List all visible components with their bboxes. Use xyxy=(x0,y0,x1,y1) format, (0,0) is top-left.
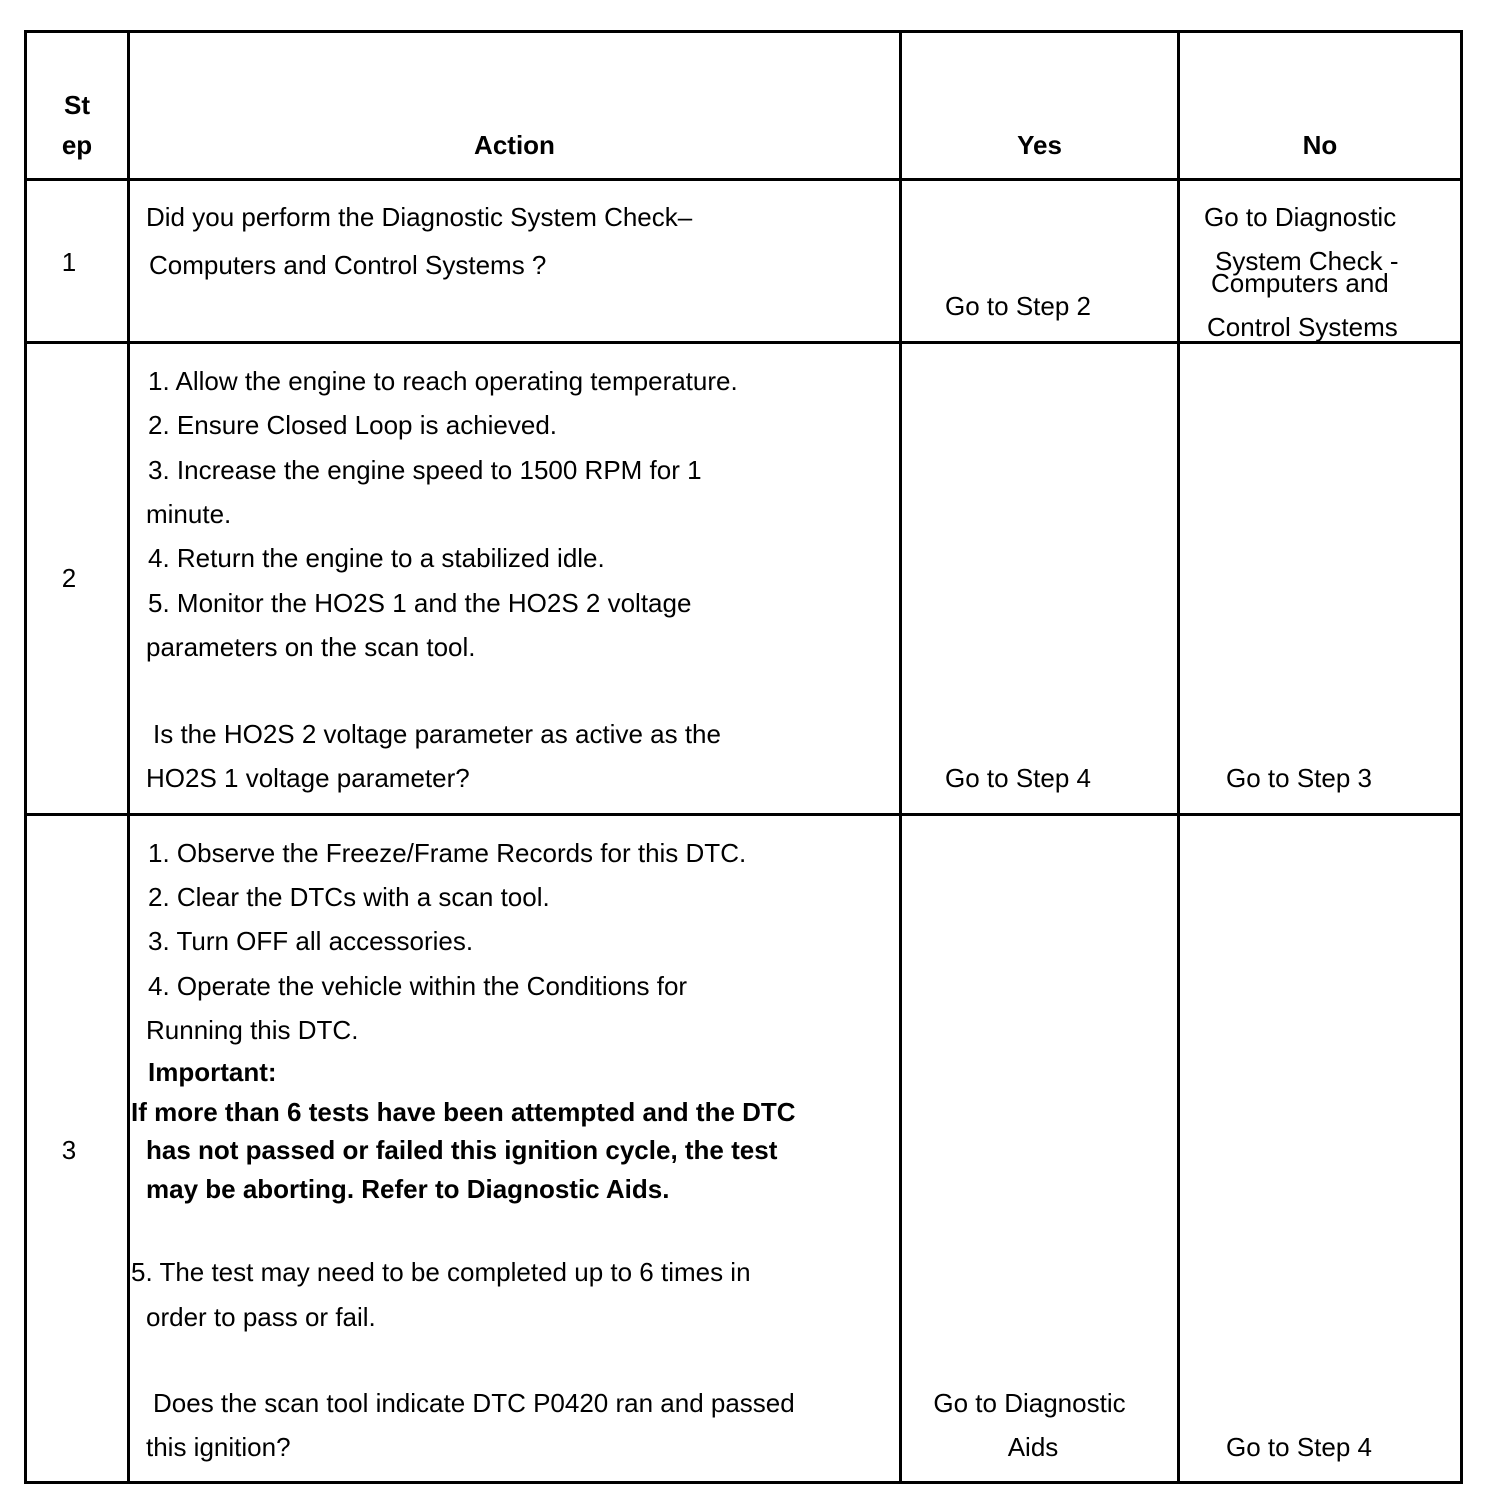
important-note-line: If more than 6 tests have been attempted and the DTC xyxy=(131,1097,796,1127)
table-border-bottom xyxy=(24,1481,1463,1484)
step-number-1: 1 xyxy=(61,247,77,277)
row3-yes-line: Aids xyxy=(1007,1432,1059,1462)
row1-no-line: Go to Diagnostic xyxy=(1204,202,1397,232)
row1-no-line: System Check - xyxy=(1215,246,1399,276)
row2-action-line: parameters on the scan tool. xyxy=(146,632,476,662)
row3-action-line: 2. Clear the DTCs with a scan tool. xyxy=(148,882,550,912)
row2-action-line: 5. Monitor the HO2S 1 and the HO2S 2 voltage xyxy=(148,588,692,618)
header-step-line2: ep xyxy=(61,130,93,160)
row3-action-line: 1. Observe the Freeze/Frame Records for this DTC. xyxy=(148,838,747,868)
row2-action-line: 3. Increase the engine speed to 1500 RPM for 1 xyxy=(148,455,702,485)
row2-question-line: Is the HO2S 2 voltage parameter as active as the xyxy=(153,719,721,749)
header-step-line1: St xyxy=(64,90,90,120)
row2-action-line: 2. Ensure Closed Loop is achieved. xyxy=(148,410,558,440)
row1-no-line: Computers and xyxy=(1211,268,1389,298)
column-divider-step xyxy=(127,30,130,1484)
column-divider-action xyxy=(899,30,902,1484)
table-border-right xyxy=(1460,30,1463,1484)
row1-action-line: Did you perform the Diagnostic System Check– xyxy=(146,202,693,232)
row3-action-line: order to pass or fail. xyxy=(146,1302,376,1332)
header-no: No xyxy=(1302,130,1338,160)
step-number-3: 3 xyxy=(61,1135,77,1165)
row3-action-line: 5. The test may need to be completed up to 6 times in xyxy=(131,1257,751,1287)
column-divider-yes xyxy=(1177,30,1180,1484)
row2-action-line: 1. Allow the engine to reach operating temperature. xyxy=(148,366,738,396)
important-note-line: has not passed or failed this ignition cycle, the test xyxy=(146,1135,778,1165)
row3-question-line: this ignition? xyxy=(146,1432,291,1462)
row3-question-line: Does the scan tool indicate DTC P0420 ran and passed xyxy=(153,1388,795,1418)
header-divider xyxy=(24,178,1463,181)
row1-action-line: Computers and Control Systems ? xyxy=(149,250,547,280)
table-border-top xyxy=(24,30,1463,33)
row2-action-line: 4. Return the engine to a stabilized idle. xyxy=(148,543,605,573)
row2-question-line: HO2S 1 voltage parameter? xyxy=(146,763,470,793)
important-note-line: may be aborting. Refer to Diagnostic Aids. xyxy=(146,1174,670,1204)
row3-action-line: Running this DTC. xyxy=(146,1015,359,1045)
header-yes: Yes xyxy=(1017,130,1062,160)
row2-yes: Go to Step 4 xyxy=(945,763,1091,793)
row3-action-line: 3. Turn OFF all accessories. xyxy=(148,926,474,956)
row3-yes-line: Go to Diagnostic xyxy=(933,1388,1126,1418)
row2-action-line: minute. xyxy=(146,499,232,529)
step-number-2: 2 xyxy=(61,563,77,593)
row3-no: Go to Step 4 xyxy=(1226,1432,1372,1462)
row-divider-2 xyxy=(24,813,1463,816)
header-action: Action xyxy=(474,130,555,160)
row1-yes: Go to Step 2 xyxy=(945,291,1091,321)
row3-action-line: 4. Operate the vehicle within the Conditions for xyxy=(148,971,688,1001)
row2-no: Go to Step 3 xyxy=(1226,763,1372,793)
important-label: Important: xyxy=(148,1057,277,1087)
row1-no-line: Control Systems xyxy=(1207,312,1398,342)
